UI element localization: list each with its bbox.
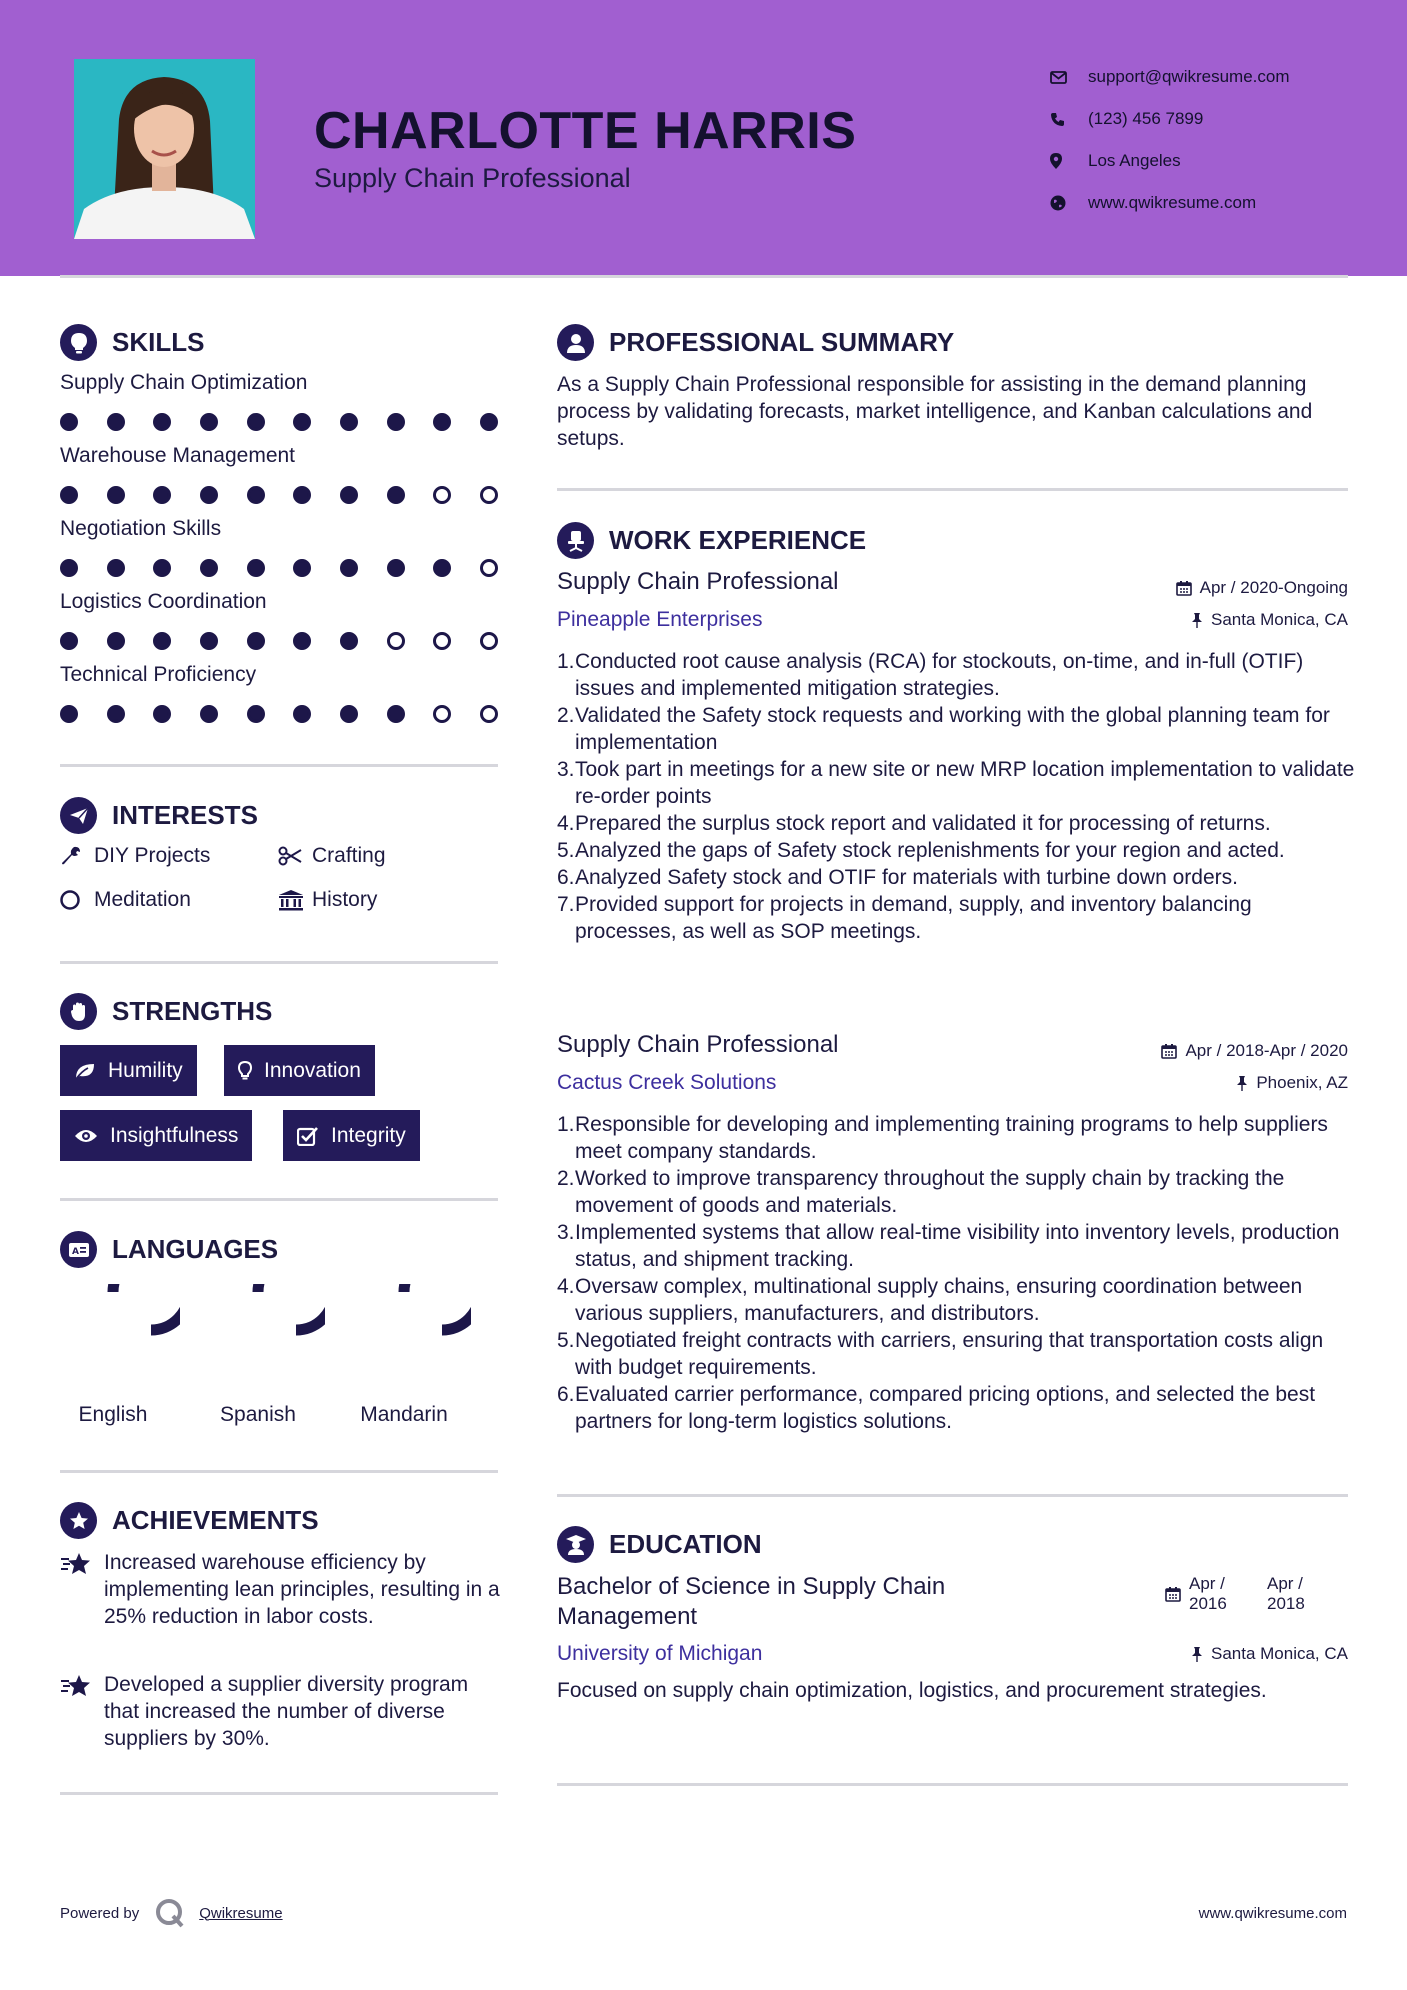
skill-name: Technical Proficiency	[60, 663, 257, 686]
phone-icon	[1050, 112, 1088, 127]
rating-dot-filled	[293, 632, 311, 650]
duty-number: 7.	[557, 893, 575, 916]
skill-rating	[60, 486, 498, 504]
rating-dot-filled	[433, 413, 451, 431]
duty-number: 2.	[557, 704, 575, 727]
rating-dot-filled	[153, 632, 171, 650]
eye-icon	[74, 1128, 98, 1144]
strengths-divider	[60, 1198, 498, 1201]
duty-text: Validated the Safety stock requests and working with the global planning team for implementation	[575, 704, 1330, 754]
star-badge-icon	[60, 1502, 97, 1539]
hand-icon	[60, 993, 97, 1030]
education-title: EDUCATION	[609, 1529, 762, 1559]
skill-item	[60, 517, 500, 577]
skill-item	[60, 590, 500, 650]
duty-text: Provided support for projects in demand, supply, and inventory balancing processes, as well as SOP meetings.	[575, 893, 1252, 943]
duty-text: Took part in meetings for a new site or new MRP location implementation to validate re-order points	[575, 758, 1355, 808]
rating-dot-filled	[340, 413, 358, 431]
contact-website[interactable]	[1050, 182, 1290, 224]
calendar-icon	[1165, 1586, 1181, 1602]
checkbox-icon	[297, 1126, 319, 1146]
paper-plane-icon	[60, 797, 97, 834]
leaf-icon	[74, 1062, 96, 1080]
summary-divider	[557, 488, 1348, 491]
language-name: Mandarin	[360, 1403, 448, 1426]
achievements-heading	[60, 1502, 319, 1539]
interests-title: INTERESTS	[112, 800, 258, 830]
rating-dot-filled	[387, 559, 405, 577]
rating-dot-filled	[107, 413, 125, 431]
job-location-text: Santa Monica, CA	[1210, 610, 1348, 629]
rating-dot-filled	[387, 705, 405, 723]
duty-text: Evaluated carrier performance, compared pricing options, and selected the best partners for long-term logistics solutions.	[575, 1383, 1316, 1433]
interest-label: DIY Projects	[94, 844, 211, 867]
language-level-ring	[205, 1284, 325, 1376]
duty-item	[557, 810, 1357, 837]
rating-dot-filled	[480, 413, 498, 431]
rating-dot-filled	[200, 413, 218, 431]
rating-dot-filled	[340, 486, 358, 504]
experience-divider	[557, 1494, 1348, 1497]
skill-rating	[60, 559, 498, 577]
company-name: Pineapple Enterprises	[557, 608, 763, 631]
duty-item	[557, 756, 1357, 810]
skills-heading	[60, 324, 204, 361]
skill-rating	[60, 705, 498, 723]
candidate-title: Supply Chain Professional	[314, 163, 631, 193]
duty-text: Prepared the surplus stock report and validated it for processing of returns.	[575, 812, 1271, 835]
duty-number: 5.	[557, 839, 575, 862]
duty-item	[557, 864, 1357, 891]
education-description: Focused on supply chain optimization, logistics, and procurement strategies.	[557, 1679, 1267, 1702]
duty-text: Implemented systems that allow real-time visibility into inventory levels, production status, and shipment tracking.	[575, 1221, 1340, 1271]
duty-number: 3.	[557, 1221, 575, 1244]
skills-title: SKILLS	[112, 327, 205, 357]
skill-item	[60, 663, 500, 723]
duty-number: 2.	[557, 1167, 575, 1190]
skills-divider	[60, 764, 498, 767]
language-level-arc	[113, 1284, 180, 1330]
calendar-icon	[1176, 580, 1192, 596]
duty-number: 3.	[557, 758, 575, 781]
strength-tag	[224, 1045, 375, 1096]
language-icon	[60, 1231, 97, 1268]
language-level-arc	[404, 1284, 471, 1330]
contact-phone[interactable]	[1050, 98, 1290, 140]
strength-tag	[283, 1110, 420, 1161]
strength-label: Humility	[108, 1058, 183, 1082]
duty-number: 4.	[557, 1275, 575, 1298]
duty-item	[557, 837, 1357, 864]
duty-text: Oversaw complex, multinational supply chains, ensuring coordination between various suppliers, manufacturers, and distributors.	[575, 1275, 1303, 1325]
rating-dot-filled	[60, 559, 78, 577]
rating-dot-filled	[247, 705, 265, 723]
summary-heading	[557, 324, 954, 361]
profile-photo	[74, 59, 255, 239]
rating-dot-empty	[480, 486, 498, 504]
star-icon	[60, 1671, 104, 1752]
rating-dot-empty	[480, 559, 498, 577]
pushpin-icon	[1236, 1075, 1248, 1091]
education-end-date: Apr / 2018	[1267, 1574, 1305, 1613]
skill-name: Supply Chain Optimization	[60, 371, 308, 394]
rating-dot-filled	[153, 705, 171, 723]
interest-item	[278, 844, 386, 868]
rating-dot-filled	[247, 632, 265, 650]
wrench-icon	[60, 845, 94, 867]
duty-text: Analyzed Safety stock and OTIF for materials with turbine down orders.	[575, 866, 1238, 889]
duty-number: 6.	[557, 1383, 575, 1406]
languages-title: LANGUAGES	[112, 1234, 279, 1264]
language-item	[60, 1284, 180, 1427]
user-icon	[557, 324, 594, 361]
summary-text: As a Supply Chain Professional responsible for assisting in the demand planning process by validating forecasts, market intelligence, and Kanban calculations and setups.	[557, 373, 1313, 450]
svg-text:A: A	[71, 1246, 79, 1257]
lightbulb-icon	[60, 324, 97, 361]
job-dates	[1161, 1041, 1348, 1061]
achievement-text: Developed a supplier diversity program that increased the number of diverse suppliers by 30%.	[104, 1673, 469, 1750]
interest-item	[60, 844, 210, 868]
qwikresume-link[interactable]: Qwikresume	[199, 1904, 283, 1922]
school-name: University of Michigan	[557, 1642, 763, 1665]
rating-dot-filled	[293, 413, 311, 431]
job-title: Supply Chain Professional	[557, 568, 839, 595]
rating-dot-filled	[153, 559, 171, 577]
rating-dot-empty	[480, 632, 498, 650]
rating-dot-filled	[293, 559, 311, 577]
office-chair-icon	[557, 522, 594, 559]
rating-dot-filled	[433, 559, 451, 577]
duty-item	[557, 1273, 1357, 1327]
interest-item	[278, 888, 377, 912]
rating-dot-empty	[480, 705, 498, 723]
contact-email[interactable]	[1050, 56, 1290, 98]
language-item	[351, 1284, 471, 1427]
strength-label: Integrity	[331, 1123, 406, 1147]
achievement-item	[60, 1549, 500, 1630]
language-level-arc	[258, 1284, 325, 1330]
website-text: www.qwikresume.com	[1088, 193, 1257, 212]
education-divider	[557, 1783, 1348, 1786]
duty-number: 1.	[557, 1113, 575, 1136]
education-start-date: Apr / 2016	[1189, 1574, 1227, 1613]
duty-text: Analyzed the gaps of Safety stock replenishments for your region and acted.	[575, 839, 1285, 862]
interest-item	[60, 888, 191, 912]
duty-number: 5.	[557, 1329, 575, 1352]
interests-divider	[60, 961, 498, 964]
job-location	[1236, 1073, 1348, 1093]
rating-dot-filled	[153, 486, 171, 504]
rating-dot-filled	[60, 413, 78, 431]
location-text: Los Angeles	[1088, 151, 1181, 170]
footer-powered-by	[60, 1898, 283, 1928]
contact-location	[1050, 140, 1290, 182]
education-location-text: Santa Monica, CA	[1210, 1644, 1348, 1663]
languages-heading	[60, 1231, 278, 1268]
skill-item	[60, 444, 500, 504]
pushpin-icon	[1191, 1646, 1203, 1662]
language-name: Spanish	[220, 1403, 296, 1426]
duty-text: Responsible for developing and implementing training programs to help suppliers meet company standards.	[575, 1113, 1328, 1163]
contact-info	[1050, 56, 1290, 224]
language-level-ring	[351, 1284, 471, 1376]
job-location	[1191, 610, 1348, 630]
graduate-icon	[557, 1526, 594, 1563]
resume-header	[0, 0, 1407, 276]
rating-dot-filled	[200, 559, 218, 577]
email-text: support@qwikresume.com	[1088, 67, 1290, 86]
summary-title: PROFESSIONAL SUMMARY	[609, 327, 955, 357]
strengths-heading	[60, 993, 272, 1030]
rating-dot-empty	[433, 632, 451, 650]
skill-name: Logistics Coordination	[60, 590, 267, 613]
skill-item	[60, 371, 500, 431]
phone-text: (123) 456 7899	[1088, 109, 1204, 128]
skill-name: Negotiation Skills	[60, 517, 222, 540]
duty-text: Negotiated freight contracts with carriers, ensuring that transportation costs align with budget requirements.	[575, 1329, 1324, 1379]
candidate-name: CHARLOTTE HARRIS	[314, 102, 857, 160]
job-title: Supply Chain Professional	[557, 1031, 839, 1058]
duty-item	[557, 1327, 1357, 1381]
language-name: English	[78, 1403, 148, 1426]
rating-dot-filled	[107, 705, 125, 723]
duty-item	[557, 891, 1357, 945]
duty-item	[557, 1165, 1357, 1219]
duty-item	[557, 1111, 1357, 1165]
interest-label: Crafting	[312, 844, 386, 867]
degree-title: Bachelor of Science in Supply Chain Management	[557, 1573, 946, 1630]
languages-divider	[60, 1470, 498, 1473]
rating-dot-filled	[293, 486, 311, 504]
qwikresume-logo-icon	[155, 1898, 185, 1928]
rating-dot-filled	[387, 486, 405, 504]
duty-item	[557, 648, 1357, 702]
duty-item	[557, 1381, 1357, 1435]
job-duties-list	[557, 648, 1357, 945]
rating-dot-filled	[107, 632, 125, 650]
rating-dot-filled	[340, 705, 358, 723]
strength-label: Insightfulness	[110, 1123, 239, 1147]
rating-dot-filled	[340, 632, 358, 650]
duty-number: 6.	[557, 866, 575, 889]
footer-website[interactable]: www.qwikresume.com	[1198, 1905, 1347, 1922]
rating-dot-filled	[153, 413, 171, 431]
star-icon	[60, 1549, 104, 1630]
rating-dot-filled	[247, 559, 265, 577]
skill-rating	[60, 632, 498, 650]
education-heading	[557, 1526, 762, 1563]
duty-number: 4.	[557, 812, 575, 835]
job-dates-text: Apr / 2018-Apr / 2020	[1185, 1041, 1348, 1060]
rating-dot-empty	[433, 705, 451, 723]
company-name: Cactus Creek Solutions	[557, 1071, 777, 1094]
education-dates	[1165, 1574, 1323, 1614]
calendar-icon	[1161, 1043, 1177, 1059]
achievements-title: ACHIEVEMENTS	[112, 1505, 319, 1535]
rating-dot-filled	[107, 559, 125, 577]
experience-heading	[557, 522, 866, 559]
pushpin-icon	[1191, 612, 1203, 628]
strengths-title: STRENGTHS	[112, 996, 273, 1026]
rating-dot-filled	[60, 705, 78, 723]
map-pin-icon	[1050, 153, 1088, 169]
achievement-item	[60, 1671, 500, 1752]
job-dates-text: Apr / 2020-Ongoing	[1199, 578, 1348, 597]
strength-tag	[60, 1045, 197, 1096]
rating-dot-filled	[60, 632, 78, 650]
envelope-icon	[1050, 71, 1088, 84]
rating-dot-filled	[293, 705, 311, 723]
powered-by-text: Powered by	[60, 1904, 140, 1922]
rating-dot-filled	[60, 486, 78, 504]
interest-label: Meditation	[94, 888, 191, 911]
skill-name: Warehouse Management	[60, 444, 296, 467]
interests-heading	[60, 797, 258, 834]
language-level-ring	[60, 1284, 180, 1376]
duty-text: Conducted root cause analysis (RCA) for stockouts, on-time, and in-full (OTIF) issues and implemented mitigation strategies.	[575, 650, 1304, 700]
rating-dot-empty	[433, 486, 451, 504]
duty-text: Worked to improve transparency throughout the supply chain by tracking the movement of goods and materials.	[575, 1167, 1285, 1217]
education-location	[1191, 1644, 1348, 1664]
experience-title: WORK EXPERIENCE	[609, 525, 867, 555]
job-duties-list	[557, 1111, 1357, 1435]
circle-icon	[60, 889, 94, 911]
museum-icon	[278, 889, 312, 911]
rating-dot-filled	[247, 413, 265, 431]
lightbulb-icon	[238, 1061, 252, 1081]
rating-dot-filled	[340, 559, 358, 577]
rating-dot-filled	[200, 632, 218, 650]
rating-dot-filled	[200, 486, 218, 504]
rating-dot-filled	[200, 705, 218, 723]
header-divider	[60, 275, 1348, 278]
job-location-text: Phoenix, AZ	[1256, 1073, 1348, 1092]
duty-item	[557, 1219, 1357, 1273]
skill-rating	[60, 413, 498, 431]
duty-item	[557, 702, 1357, 756]
duty-number: 1.	[557, 650, 575, 673]
rating-dot-filled	[107, 486, 125, 504]
rating-dot-filled	[247, 486, 265, 504]
rating-dot-filled	[387, 413, 405, 431]
rating-dot-empty	[387, 632, 405, 650]
job-dates	[1176, 578, 1348, 598]
strength-tag	[60, 1110, 252, 1161]
strength-label: Innovation	[264, 1058, 361, 1082]
language-item	[205, 1284, 325, 1427]
scissors-icon	[278, 846, 312, 866]
achievement-text: Increased warehouse efficiency by implementing lean principles, resulting in a 25% reduction in labor costs.	[104, 1551, 500, 1628]
globe-icon	[1050, 195, 1088, 211]
achievements-divider	[60, 1792, 498, 1795]
interest-label: History	[312, 888, 378, 911]
